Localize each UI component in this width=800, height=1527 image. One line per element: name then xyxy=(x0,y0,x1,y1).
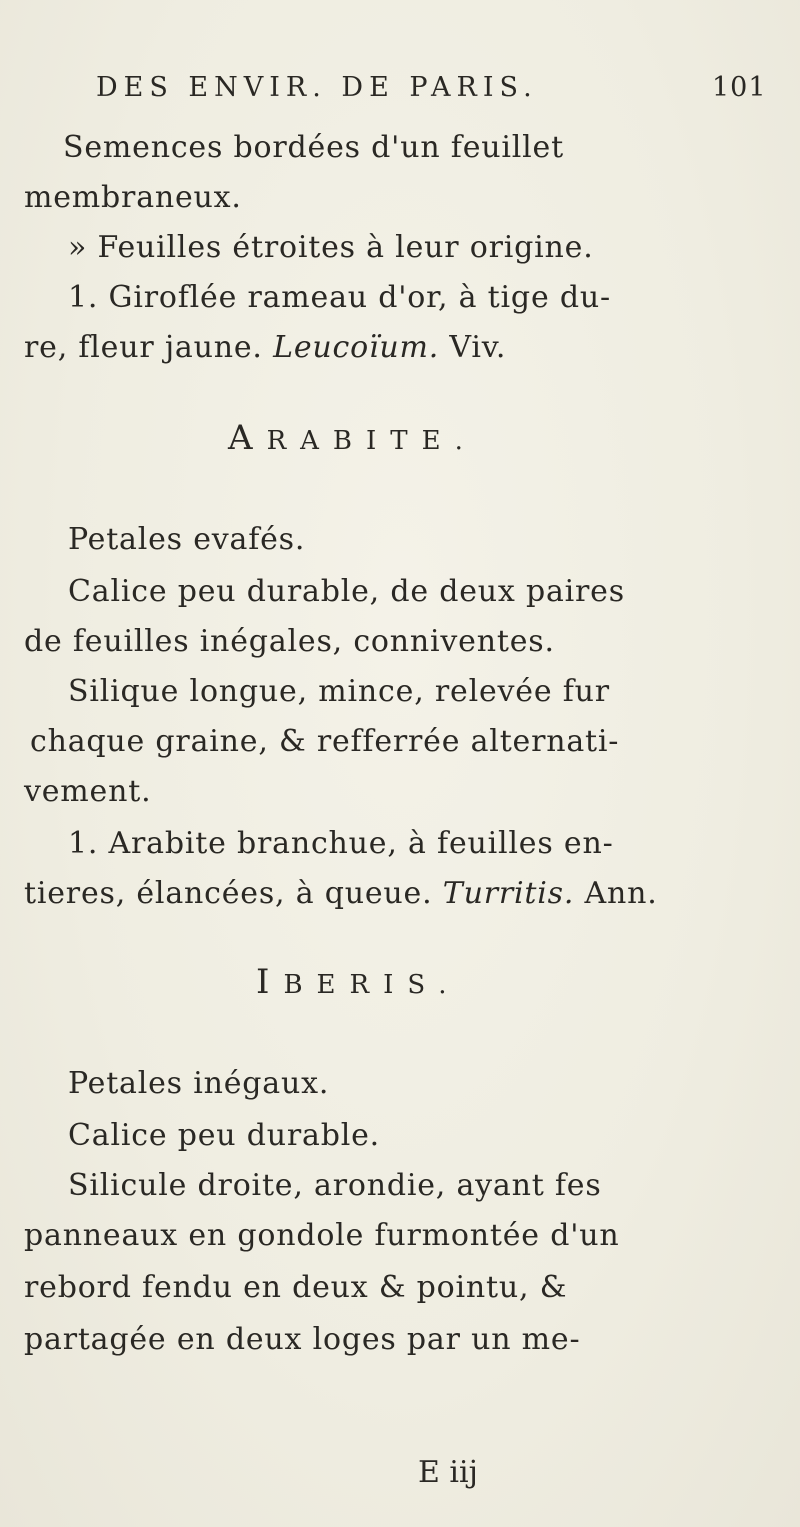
text-run: Ann. xyxy=(584,876,658,911)
text-line: vement. xyxy=(24,774,152,809)
text-run: tieres, élancées, à queue. xyxy=(24,876,433,911)
text-line xyxy=(24,330,506,365)
section-heading-arabite xyxy=(228,418,477,458)
text-line: 1. Giroflée rameau d'or, à tige du- xyxy=(68,280,611,315)
page-number: 101 xyxy=(712,72,767,103)
text-line: Petales inégaux. xyxy=(68,1066,330,1101)
text-line: partagée en deux loges par un me- xyxy=(24,1322,581,1357)
text-line xyxy=(24,876,658,911)
text-line: chaque graine, & refferrée alternati- xyxy=(30,724,620,759)
running-head xyxy=(0,72,800,112)
text-line: Calice peu durable, de deux paires xyxy=(68,574,625,609)
running-head-title: DES ENVIR. DE PARIS. xyxy=(96,72,538,103)
heading-initial: I xyxy=(256,962,284,1002)
text-line: » Feuilles étroites à leur origine. xyxy=(68,230,594,265)
text-line: Silicule droite, arondie, ayant fes xyxy=(68,1168,602,1203)
heading-rest: BERIS. xyxy=(283,970,461,1000)
heading-initial: A xyxy=(228,418,267,458)
text-line: Semences bordées d'un feuillet xyxy=(63,130,564,165)
latin-name: Leucoïum. xyxy=(273,330,440,365)
text-line: Petales evafés. xyxy=(68,522,306,557)
section-heading-iberis xyxy=(256,962,461,1002)
text-run: re, fleur jaune. xyxy=(24,330,263,365)
text-line: rebord fendu en deux & pointu, & xyxy=(24,1270,568,1305)
text-line: Calice peu durable. xyxy=(68,1118,380,1153)
text-line: Silique longue, mince, relevée fur xyxy=(68,674,610,709)
latin-name: Turritis. xyxy=(442,876,575,911)
signature-mark: E iij xyxy=(418,1455,478,1490)
text-line: de feuilles inégales, conniventes. xyxy=(24,624,555,659)
text-run: Viv. xyxy=(449,330,507,365)
text-line: membraneux. xyxy=(24,180,242,215)
text-line: 1. Arabite branchue, à feuilles en- xyxy=(68,826,614,861)
text-line: panneaux en gondole furmontée d'un xyxy=(24,1218,620,1253)
heading-rest: RABITE. xyxy=(266,426,477,456)
